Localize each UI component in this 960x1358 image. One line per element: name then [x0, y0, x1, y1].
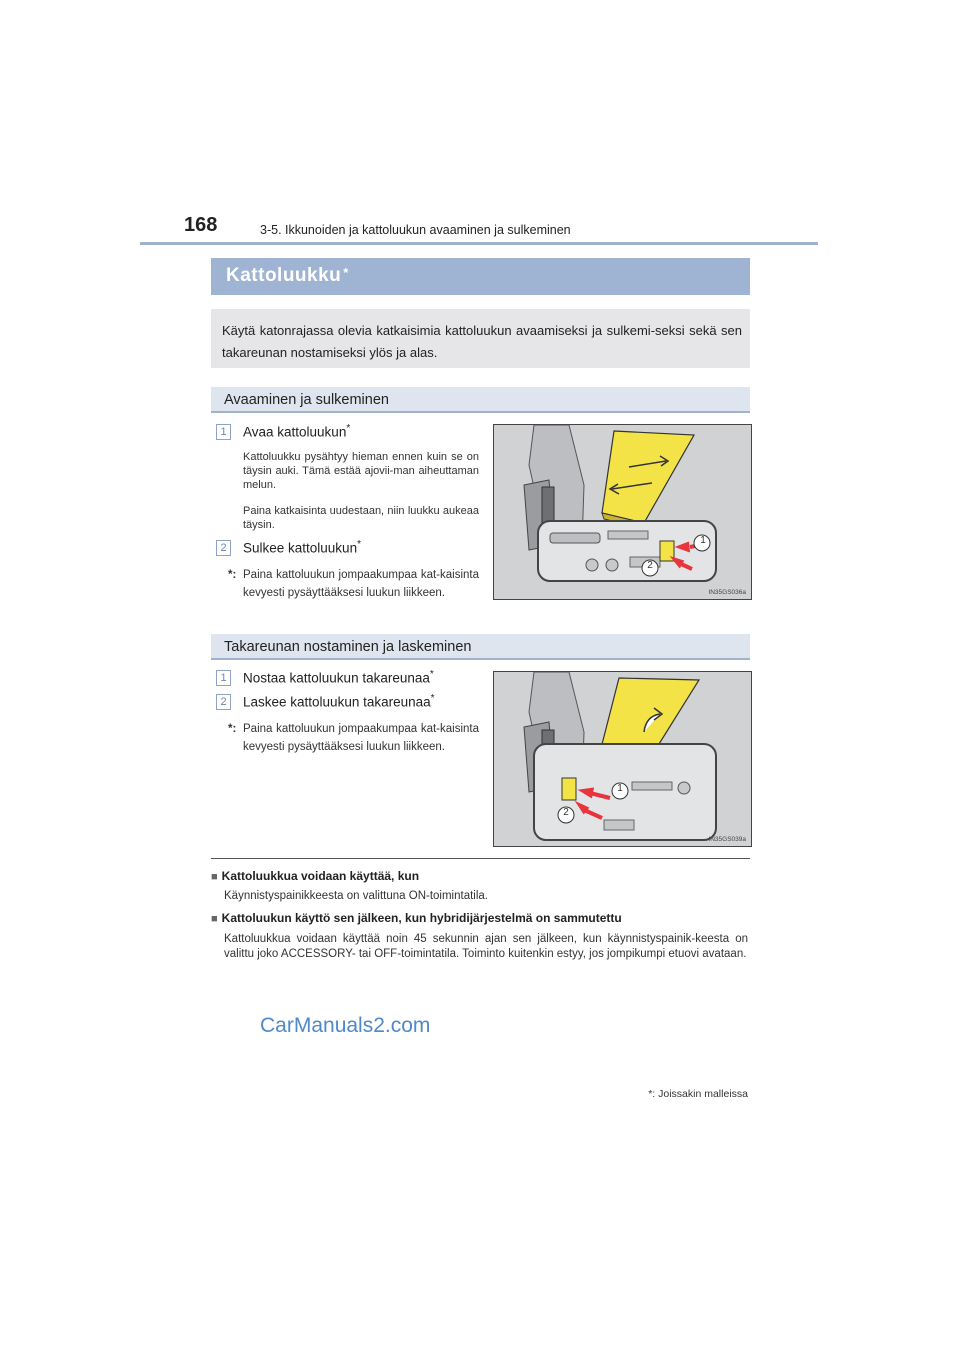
- item-number-badge: 2: [216, 694, 231, 710]
- page-number: 168: [184, 214, 218, 236]
- illustration-svg: [494, 425, 751, 599]
- paragraph-open-2: Paina katkaisinta uudestaan, niin luukku aukeaa täysin.: [243, 505, 479, 531]
- item-label-close-text: Sulkee kattoluukun: [243, 540, 358, 556]
- sunroof-open-close-illustration: [493, 424, 752, 600]
- subheading-open-close: Avaaminen ja sulkeminen: [224, 392, 389, 408]
- item-label-lower-mark: *: [430, 693, 435, 704]
- illustration-svg: [494, 672, 751, 846]
- item-label-open-text: Avaa kattoluukun: [243, 424, 347, 440]
- item-label-open-mark: *: [346, 423, 351, 434]
- info-text-after-shutdown: Kattoluukkua voidaan käyttää noin 45 sekunnin ajan sen jälkeen, kun käynnistyspainik-keesta on valittu joko ACCESSORY- tai OFF-toimintatila. Toiminto kuitenkin estyy, jos jompikumpi etuovi avataan.: [224, 933, 748, 960]
- square-bullet-icon: ■: [211, 871, 218, 883]
- note-tilt: [228, 720, 479, 756]
- note-mark: *:: [228, 569, 237, 581]
- note-mark: *:: [228, 723, 237, 735]
- item-label-raise: [243, 669, 434, 686]
- info-title-after-shutdown-text: Kattoluukun käyttö sen jälkeen, kun hybridijärjestelmä on sammutettu: [221, 911, 622, 925]
- section-divider: [211, 858, 750, 859]
- item-label-lower-text: Laskee kattoluukun takareunaa: [243, 694, 431, 710]
- info-title-usable: [211, 869, 419, 883]
- paragraph-open-1: Kattoluukku pysähtyy hieman ennen kuin se on täysin auki. Tämä estää ajovii-man aiheuttaman melun.: [243, 451, 479, 491]
- subheading-rule: [211, 411, 750, 413]
- info-title-after-shutdown: [211, 911, 622, 925]
- callout-2: 2: [647, 560, 653, 571]
- callout-1: 1: [700, 535, 706, 546]
- item-number-badge: 1: [216, 670, 231, 686]
- chapter-title: 3-5. Ikkunoiden ja kattoluukun avaaminen ja sulkeminen: [260, 223, 571, 237]
- section-title-text: Kattoluukku: [226, 265, 342, 286]
- item-label-raise-mark: *: [429, 669, 434, 680]
- item-number-badge: 1: [216, 424, 231, 440]
- subheading-rule: [211, 658, 750, 660]
- note-text: Paina kattoluukun jompaakumpaa kat-kaisinta kevyesti pysäyttääksesi luukun liikkeen.: [243, 723, 479, 753]
- item-number-badge: 2: [216, 540, 231, 556]
- figure-code: IN35GS036a: [708, 589, 746, 596]
- sunroof-switch: [562, 778, 576, 800]
- header-rule: [140, 242, 818, 245]
- note-open-close: [228, 566, 479, 602]
- section-title: [226, 265, 349, 287]
- watermark-text: CarManuals2.com: [260, 1014, 431, 1037]
- section-title-mark: *: [343, 265, 349, 280]
- item-label-close-mark: *: [357, 539, 361, 550]
- note-text: Paina kattoluukun jompaakumpaa kat-kaisinta kevyesti pysäyttääksesi luukun liikkeen.: [243, 569, 479, 599]
- figure-code: IN35GS039a: [708, 836, 746, 843]
- subheading-tilt: Takareunan nostaminen ja laskeminen: [224, 639, 472, 655]
- callout-2: 2: [563, 807, 569, 818]
- footnote: *: Joissakin malleissa: [648, 1088, 748, 1100]
- info-title-usable-text: Kattoluukkua voidaan käyttää, kun: [221, 869, 420, 883]
- item-label-close: [243, 539, 361, 556]
- sunroof-tilt-illustration: [493, 671, 752, 847]
- callout-1: 1: [617, 783, 623, 794]
- square-bullet-icon: ■: [211, 913, 218, 925]
- item-label-open: [243, 423, 350, 440]
- item-label-lower: [243, 693, 435, 710]
- intro-text: Käytä katonrajassa olevia katkaisimia kattoluukun avaamiseksi ja sulkemi-seksi sekä sen takareunan nostamiseksi ylös ja alas.: [222, 323, 742, 360]
- info-text-usable: Käynnistyspainikkeesta on valittuna ON-toimintatila.: [224, 890, 488, 902]
- item-label-raise-text: Nostaa kattoluukun takareunaa: [243, 670, 430, 686]
